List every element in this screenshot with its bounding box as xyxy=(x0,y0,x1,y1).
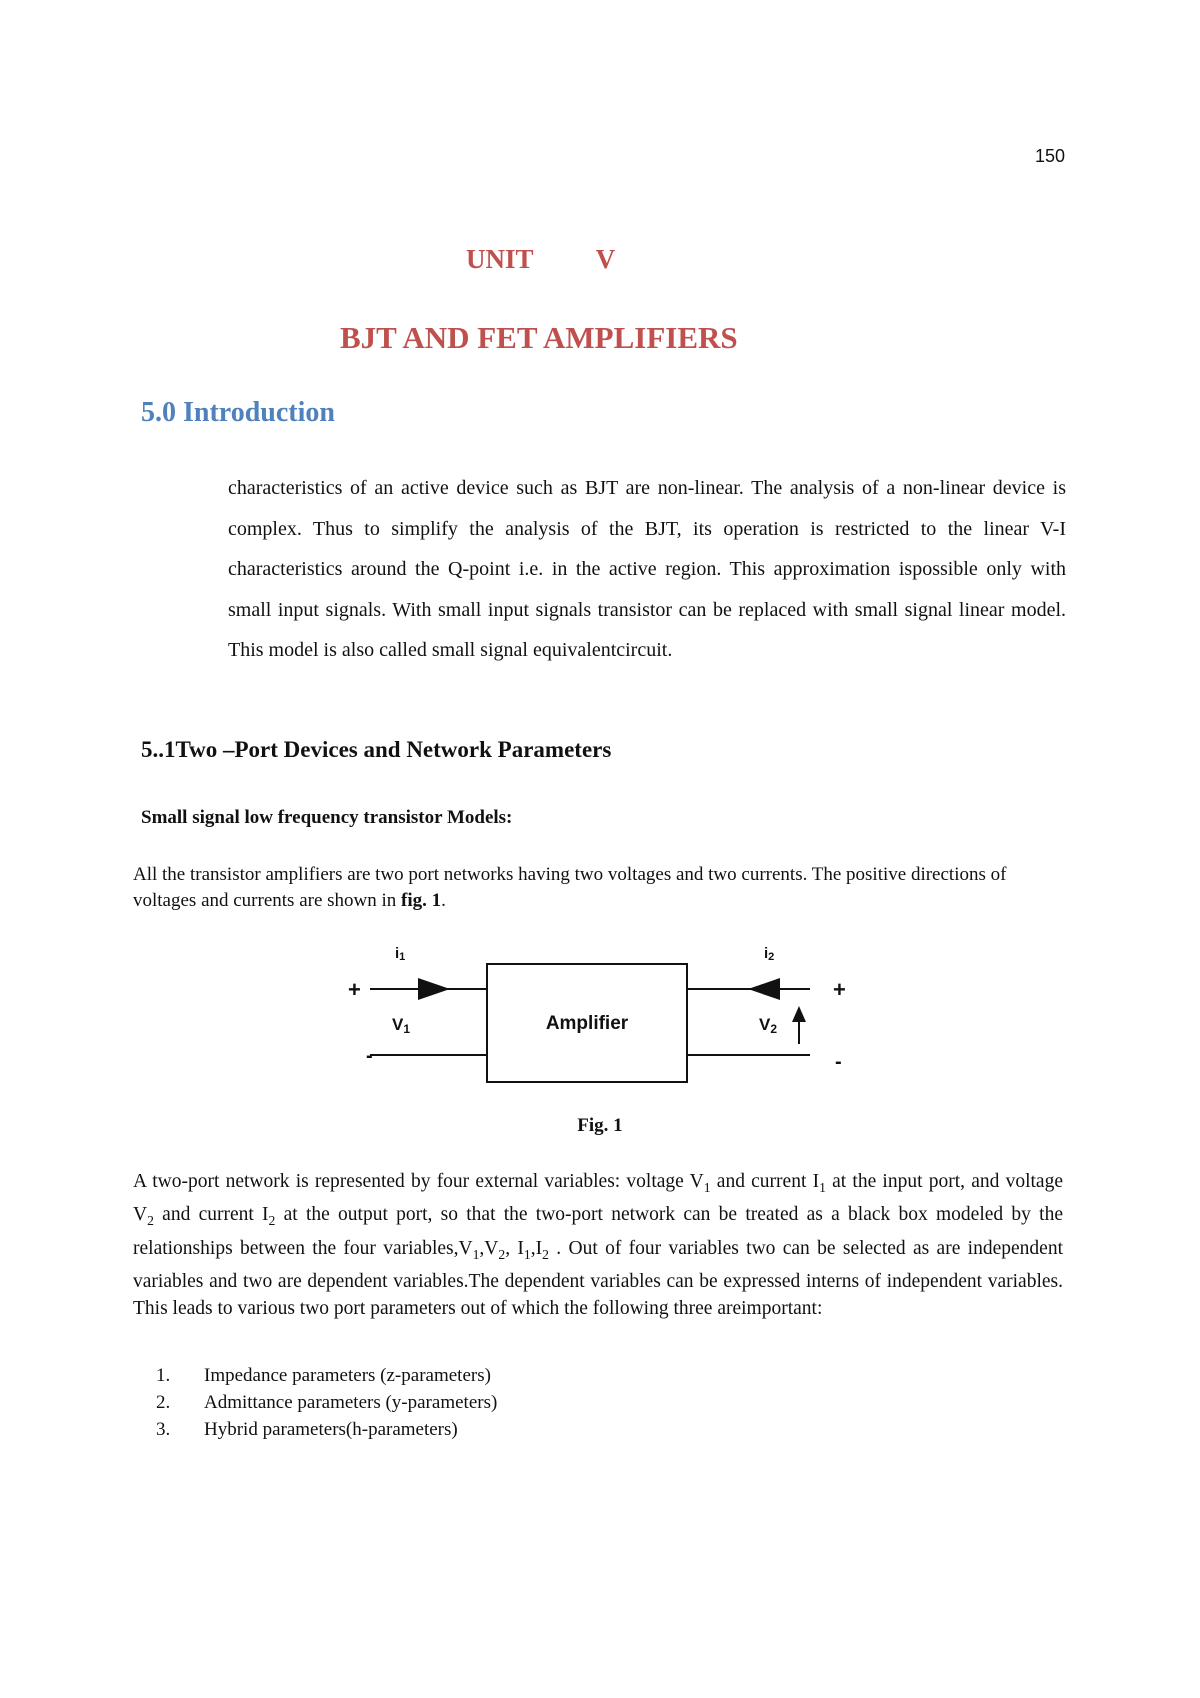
i1-label: i1 xyxy=(395,945,406,963)
i2-arrow-icon xyxy=(748,978,780,1000)
i2-label: i2 xyxy=(764,945,775,963)
para2-sub: 1 xyxy=(819,1179,826,1195)
para2-sub: 2 xyxy=(498,1246,506,1262)
para1-text: All the transistor amplifiers are two port networks having two voltages and two currents. The positive directions of voltages and currents are shown in xyxy=(133,864,1007,911)
para2-seg: at the output port, so that the two-port network can be treated as a black box modeled by the relationships between the four variables,V xyxy=(133,1204,1063,1259)
para1-end: . xyxy=(441,890,446,911)
para2-sub: 2 xyxy=(268,1213,276,1229)
v2-label: V2 xyxy=(759,1015,778,1036)
list-number: 1. xyxy=(156,1365,171,1386)
para2-sub: 1 xyxy=(703,1179,711,1195)
para2-sub: 1 xyxy=(472,1246,480,1262)
minus-left: - xyxy=(366,1045,373,1067)
list-number: 2. xyxy=(156,1392,171,1413)
minus-right: - xyxy=(835,1051,842,1073)
plus-right: + xyxy=(833,977,846,1002)
two-port-heading: 5..1Two –Port Devices and Network Parameters xyxy=(141,737,612,762)
para2-seg: and current I xyxy=(153,1204,269,1226)
para2-seg: and current I xyxy=(710,1171,820,1192)
para2-seg: , I xyxy=(505,1237,524,1259)
para2-seg: . Out of four variables two can be selected as are independent variables and two are dependent variables.The dependent variables can be expressed interns of independent variables. This leads to various two port parameters out of which the following three areimportant: xyxy=(133,1237,1063,1320)
list-item xyxy=(156,1389,497,1416)
amplifier-label: Amplifier xyxy=(545,1013,629,1034)
models-subheading: Small signal low frequency transistor Models: xyxy=(141,807,513,828)
list-text: Hybrid parameters(h-parameters) xyxy=(204,1419,458,1440)
intro-heading: 5.0 Introduction xyxy=(141,397,335,428)
page-number: 150 xyxy=(1035,146,1066,166)
list-text: Impedance parameters (z-parameters) xyxy=(204,1365,491,1386)
two-port-paragraph xyxy=(133,862,1063,914)
para2-seg: ,V xyxy=(479,1237,499,1259)
para2-seg: ,I xyxy=(530,1237,543,1259)
plus-left: + xyxy=(348,977,361,1002)
fig-reference: fig. 1 xyxy=(401,890,442,911)
para2-seg: at the input port, and voltage V xyxy=(133,1171,1063,1226)
unit-numeral: V xyxy=(595,244,616,274)
two-port-description xyxy=(133,1168,1063,1323)
para2-seg: A two-port network is represented by four external variables: voltage V xyxy=(133,1171,704,1192)
i1-arrow-icon xyxy=(418,978,450,1000)
amplifier-figure xyxy=(340,938,860,1088)
parameters-list xyxy=(156,1362,497,1443)
para2-sub: 2 xyxy=(147,1213,154,1229)
unit-label: UNIT xyxy=(466,244,534,274)
list-item xyxy=(156,1362,497,1389)
list-text: Admittance parameters (y-parameters) xyxy=(204,1392,498,1413)
para2-sub: 2 xyxy=(542,1246,549,1262)
list-number: 3. xyxy=(156,1419,171,1440)
para2-sub: 1 xyxy=(523,1246,531,1262)
v1-label: V1 xyxy=(392,1015,411,1036)
chapter-title: BJT AND FET AMPLIFIERS xyxy=(340,320,738,355)
intro-paragraph: characteristics of an active device such as BJT are non-linear. The analysis of a non-linear device is complex. Thus to simplify the analysis of the BJT, its operation is restricted to the linear V-I characteristics around the Q-point i.e. in the active region. This approximation ispossible only with small input signals. With small input signals transistor can be replaced with small signal linear model. This model is also called small signal equivalentcircuit. xyxy=(228,477,1066,661)
v2-arrow-icon xyxy=(792,1006,806,1022)
list-item xyxy=(156,1416,497,1443)
figure-caption: Fig. 1 xyxy=(577,1115,623,1136)
